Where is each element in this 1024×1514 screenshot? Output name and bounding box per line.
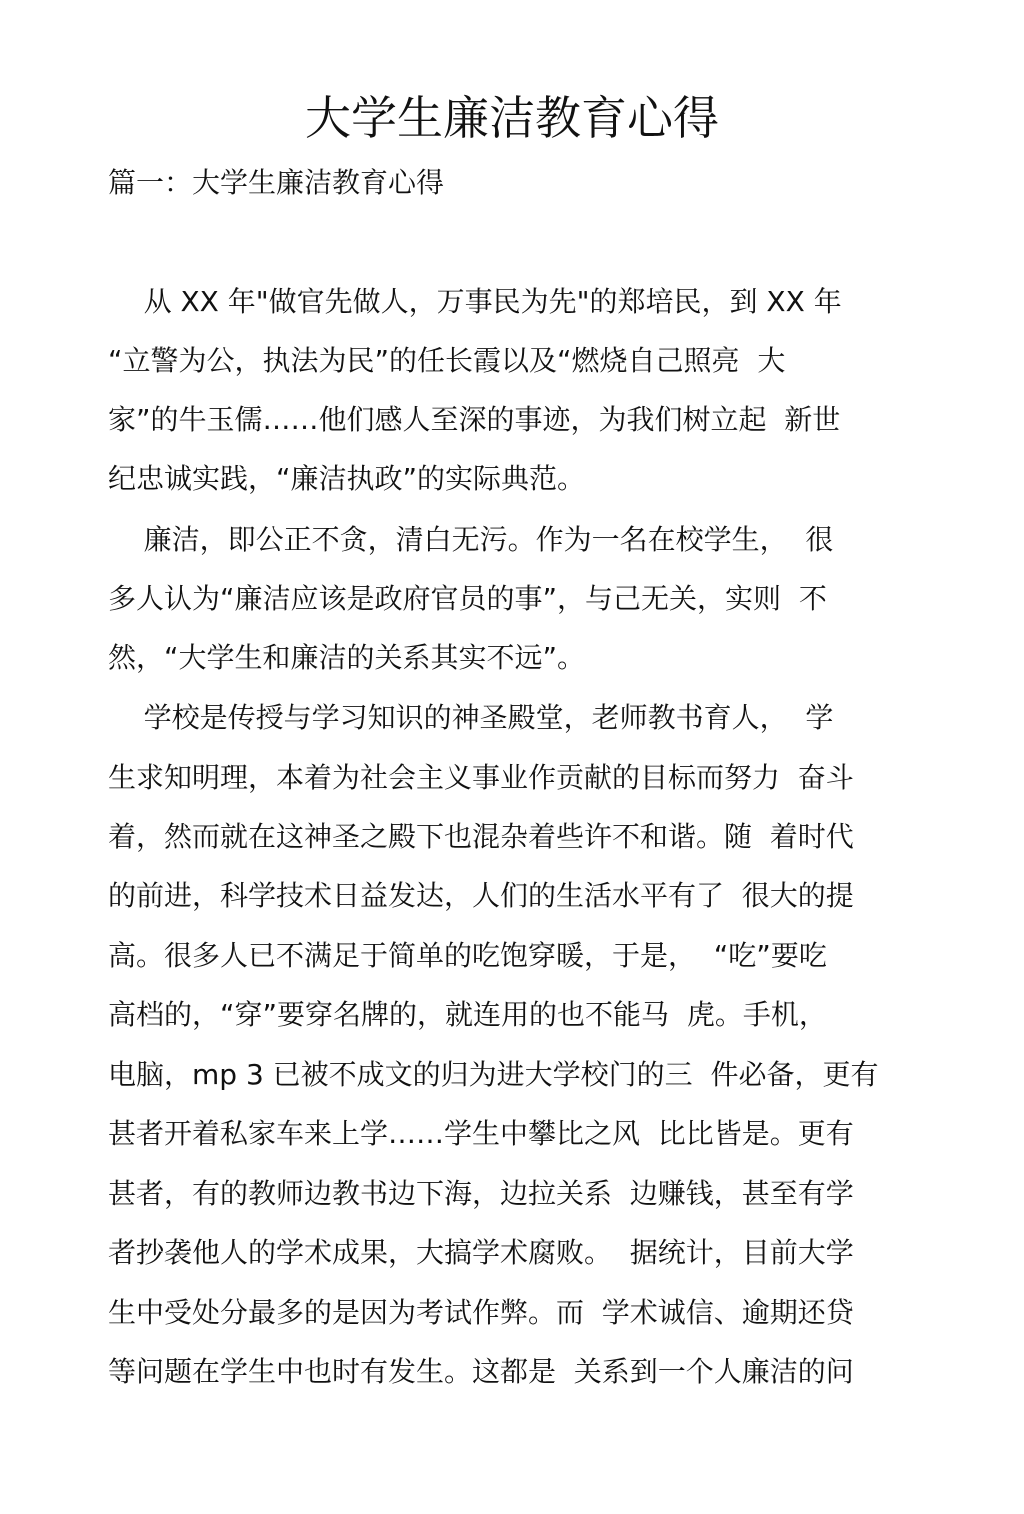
paragraph-line: 家”的牛玉儒……他们感人至深的事迹，为我们树立起 新世 bbox=[108, 403, 841, 436]
paragraph-line: 的前进，科学技术日益发达，人们的生活水平有了 很大的提 bbox=[108, 879, 854, 912]
section-heading: 篇一：大学生廉洁教育心得 bbox=[108, 166, 445, 199]
paragraph-line: 等问题在学生中也时有发生。这都是 关系到一个人廉洁的问 bbox=[108, 1355, 854, 1388]
paragraph-line: 生求知明理，本着为社会主义事业作贡献的目标而努力 奋斗 bbox=[108, 761, 854, 794]
paragraph-line: 高档的，“穿”要穿名牌的，就连用的也不能马 虎。手机， bbox=[108, 998, 827, 1031]
paragraph-line: 甚者，有的教师边教书边下海，边拉关系 边赚钱，甚至有学 bbox=[108, 1177, 854, 1210]
paragraph-line: 生中受处分最多的是因为考试作弊。而 学术诚信、逾期还贷 bbox=[108, 1296, 854, 1329]
document-title: 大学生廉洁教育心得 bbox=[305, 91, 719, 145]
paragraph-line: 着，然而就在这神圣之殿下也混杂着些许不和谐。随 着时代 bbox=[108, 820, 854, 853]
paragraph-line: 纪忠诚实践，“廉洁执政”的实际典范。 bbox=[108, 462, 586, 495]
paragraph-line: 甚者开着私家车来上学……学生中攀比之风 比比皆是。更有 bbox=[108, 1117, 854, 1150]
paragraph-line: “立警为公，执法为民”的任长霞以及“燃烧自己照亮 大 bbox=[108, 344, 786, 377]
paragraph-line: 学校是传授与学习知识的神圣殿堂，老师教书育人， 学 bbox=[108, 701, 834, 734]
paragraph-line: 电脑，mp 3 已被不成文的归为进大学校门的三 件必备，更有 bbox=[108, 1058, 879, 1091]
paragraph-line: 然，“大学生和廉洁的关系其实不远”。 bbox=[108, 641, 586, 674]
paragraph-line: 者抄袭他人的学术成果，大搞学术腐败。 据统计，目前大学 bbox=[108, 1236, 854, 1269]
paragraph-line: 廉洁，即公正不贪，清白无污。作为一名在校学生， 很 bbox=[108, 523, 834, 556]
paragraph-line: 高。很多人已不满足于简单的吃饱穿暖，于是， “吃”要吃 bbox=[108, 939, 827, 972]
paragraph-line: 从 XX 年"做官先做人，万事民为先"的郑培民，到 XX 年 bbox=[108, 285, 842, 318]
paragraph-line: 多人认为“廉洁应该是政府官员的事”，与己无关，实则 不 bbox=[108, 582, 827, 615]
